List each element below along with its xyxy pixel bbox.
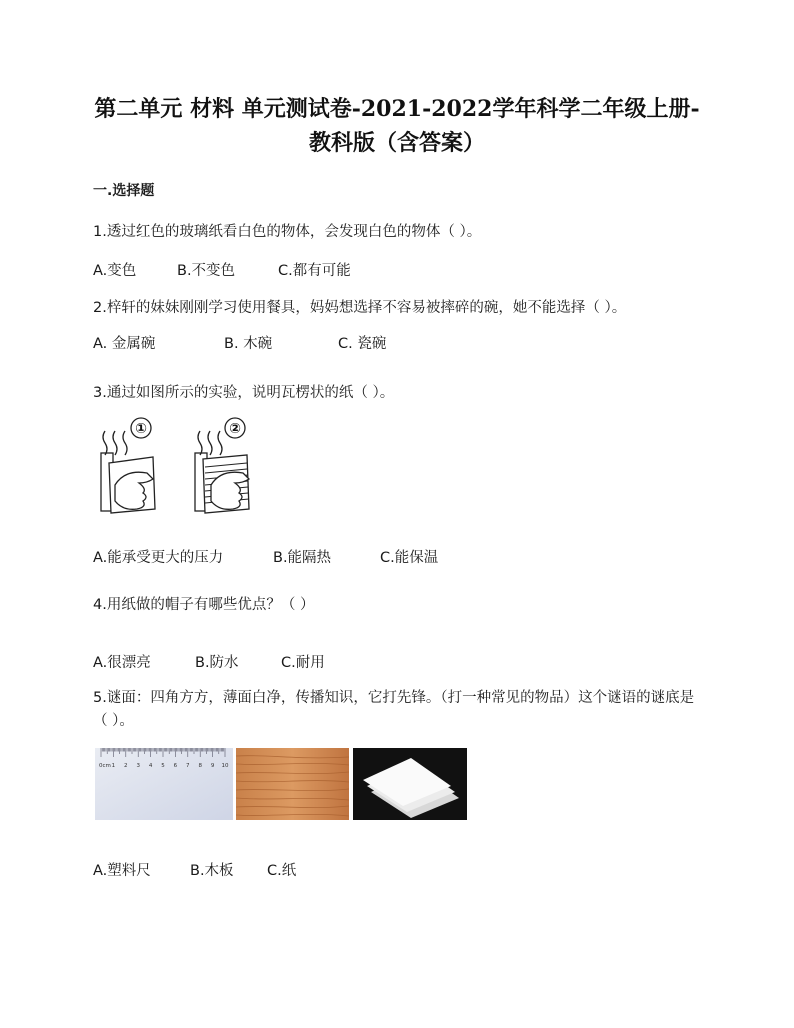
ruler-image: [95, 748, 233, 820]
heat-wave-2b: [208, 431, 212, 455]
q4-option-c[interactable]: C.耐用: [281, 655, 325, 671]
question-2-options: [93, 332, 386, 353]
ruler-number: 3: [136, 763, 140, 769]
heat-wave-1a: [103, 431, 107, 455]
ruler-number: 6: [173, 763, 178, 769]
wood-board-image: [236, 748, 349, 820]
section-heading: 一.选择题: [93, 183, 155, 199]
q1-option-a[interactable]: A.变色: [93, 263, 137, 279]
ruler-number: 2: [124, 763, 128, 769]
ruler-number: 8: [198, 763, 202, 769]
ruler-body: [95, 748, 233, 820]
paper-stack-image: [353, 748, 467, 820]
ruler-number: 9: [210, 763, 215, 769]
question-2: 2.梓轩的妹妹刚刚学习使用餐具，妈妈想选择不容易被摔碎的碗，她不能选择（ ）。: [93, 300, 627, 316]
q4-option-a[interactable]: A.很漂亮: [93, 655, 151, 671]
experiment-figure: [95, 415, 275, 520]
q5-option-c[interactable]: C.纸: [267, 863, 297, 879]
q5-option-a[interactable]: A.塑料尺: [93, 863, 151, 879]
ruler-number: 10: [221, 763, 229, 769]
ruler-number: 0cm: [99, 763, 111, 769]
ruler-number: 5: [161, 763, 165, 769]
q2-option-b[interactable]: B. 木碗: [224, 336, 273, 352]
question-1: 1.透过红色的玻璃纸看白色的物体，会发现白色的物体（ ）。: [93, 224, 482, 240]
question-3-options: [93, 546, 438, 567]
document-title: [60, 92, 734, 160]
q1-option-b[interactable]: B.不变色: [177, 263, 236, 279]
question-1-options: [93, 259, 351, 280]
q3-option-c[interactable]: C.能保温: [380, 550, 439, 566]
question-4: 4.用纸做的帽子有哪些优点？（ ）: [93, 597, 315, 613]
ruler-number: 4: [148, 763, 153, 769]
q3-option-b[interactable]: B.能隔热: [273, 550, 332, 566]
title-line-1: 第二单元 材料 单元测试卷-2021-2022学年科学二年级上册-: [94, 96, 700, 122]
figure-label-1: ①: [135, 421, 147, 437]
q2-option-c[interactable]: C. 瓷碗: [338, 336, 387, 352]
question-3: 3.通过如图所示的实验，说明瓦楞状的纸（ ）。: [93, 385, 395, 401]
heat-wave-2a: [198, 431, 202, 455]
ruler-number: 7: [186, 763, 190, 769]
question-5-options: [93, 859, 296, 880]
heat-wave-1b: [113, 431, 117, 455]
title-line-2: 教科版（含答案）: [308, 130, 485, 156]
heat-wave-2c: [218, 431, 222, 455]
q3-option-a[interactable]: A.能承受更大的压力: [93, 550, 224, 566]
q1-option-c[interactable]: C.都有可能: [278, 263, 351, 279]
q4-option-b[interactable]: B.防水: [195, 655, 239, 671]
heat-wave-1c: [123, 431, 127, 455]
figure-label-2: ②: [229, 421, 241, 437]
ruler-number: 1: [111, 763, 116, 769]
q5-option-b[interactable]: B.木板: [190, 863, 234, 879]
question-5: 5.谜面：四角方方，薄面白净，传播知识，它打先锋。（打一种常见的物品）这个谜语的谜底是（ ）。: [93, 690, 695, 729]
wood-surface: [236, 748, 349, 820]
question-4-options: [93, 651, 325, 672]
q2-option-a[interactable]: A. 金属碗: [93, 336, 156, 352]
